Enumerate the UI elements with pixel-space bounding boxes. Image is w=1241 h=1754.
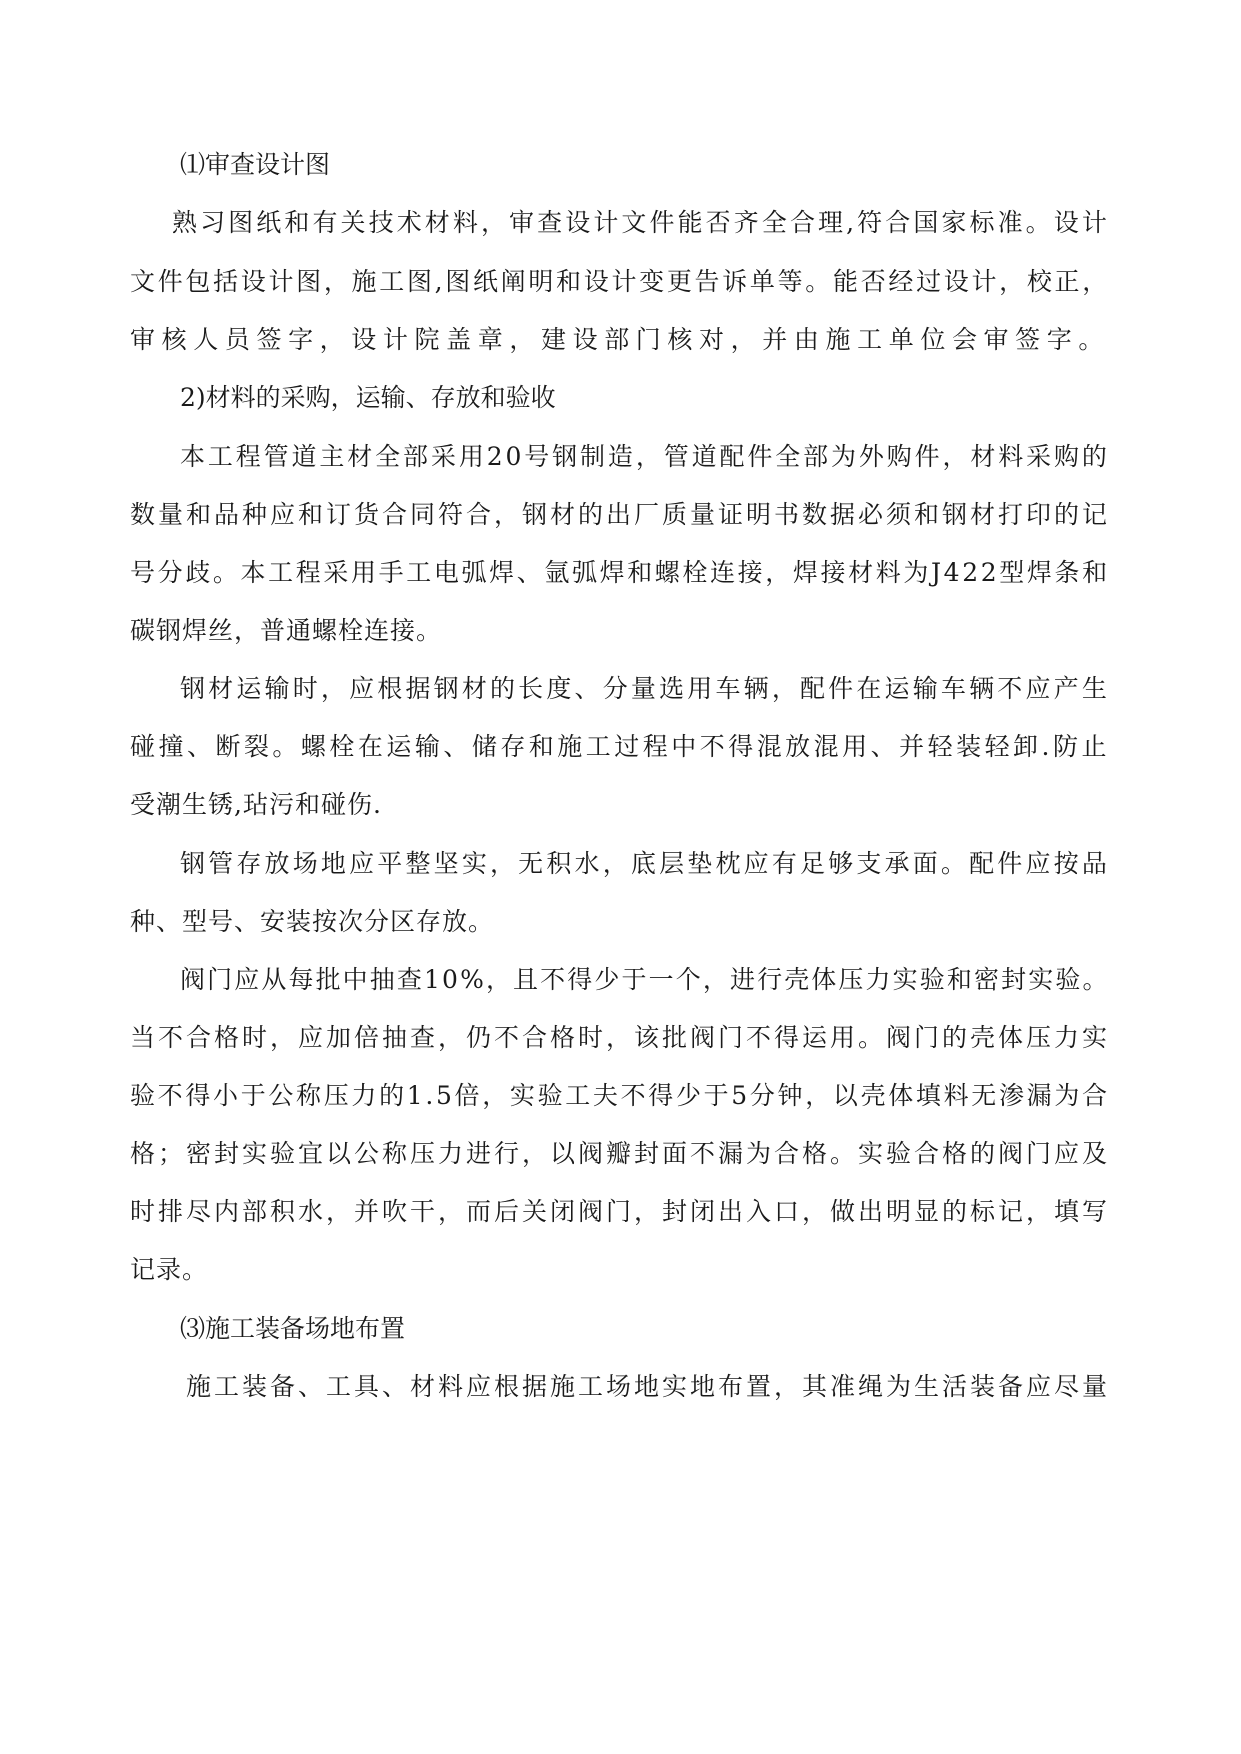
section-2-para-2-line-1: 钢材运输时，应根据钢材的长度、分量选用车辆，配件在运输车辆不应产生 bbox=[180, 674, 1111, 703]
section-2-para-1-line-1: 本工程管道主材全部采用20号钢制造，管道配件全部为外购件，材料采购的 bbox=[180, 442, 1110, 471]
section-2-heading: 2)材料的采购，运输、存放和验收 bbox=[180, 383, 556, 412]
section-2-para-4-line-2: 当不合格时，应加倍抽查，仍不合格时，该批阀门不得运用。阀门的壳体压力实 bbox=[130, 1023, 1111, 1052]
section-3-heading: ⑶施工装备场地布置 bbox=[180, 1314, 406, 1343]
section-1-heading: ⑴审查设计图 bbox=[180, 150, 331, 179]
section-2-para-3-line-2: 种、型号、安装按次分区存放。 bbox=[130, 907, 495, 936]
section-2-para-4-line-4: 格；密封实验宜以公称压力进行，以阀瓣封面不漏为合格。实验合格的阀门应及 bbox=[130, 1139, 1111, 1168]
section-2-para-4-line-5: 时排尽内部积水，并吹干，而后关闭阀门，封闭出入口，做出明显的标记，填写 bbox=[130, 1197, 1111, 1226]
section-1-line-3: 审核人员签字，设计院盖章，建设部门核对，并由施工单位会审签字。 bbox=[130, 325, 1111, 354]
section-2-para-4-line-6: 记录。 bbox=[130, 1255, 209, 1284]
section-2-para-1-line-4: 碳钢焊丝，普通螺栓连接。 bbox=[130, 616, 443, 645]
section-2-para-1-line-3: 号分歧。本工程采用手工电弧焊、氩弧焊和螺栓连接，焊接材料为J422型焊条和 bbox=[130, 558, 1110, 587]
section-2-para-2-line-3: 受潮生锈,玷污和碰伤. bbox=[130, 790, 382, 819]
section-2-para-3-line-1: 钢管存放场地应平整坚实，无积水，底层垫枕应有足够支承面。配件应按品 bbox=[180, 849, 1111, 878]
section-2-para-1-line-2: 数量和品种应和订货合同符合，钢材的出厂质量证明书数据必须和钢材打印的记 bbox=[130, 500, 1111, 529]
section-3-line-1: 施工装备、工具、材料应根据施工场地实地布置，其准绳为生活装备应尽量 bbox=[186, 1372, 1111, 1401]
section-2-para-4-line-3: 验不得小于公称压力的1.5倍，实验工夫不得少于5分钟，以壳体填料无渗漏为合 bbox=[130, 1081, 1110, 1110]
section-1-line-2: 文件包括设计图，施工图,图纸阐明和设计变更告诉单等。能否经过设计，校正， bbox=[130, 267, 1110, 296]
section-2-para-4-line-1: 阀门应从每批中抽查10%，且不得少于一个，进行壳体压力实验和密封实验。 bbox=[180, 965, 1110, 994]
section-1-line-1: 熟习图纸和有关技术材料，审查设计文件能否齐全合理,符合国家标准。设计 bbox=[172, 208, 1110, 237]
section-2-para-2-line-2: 碰撞、断裂。螺栓在运输、储存和施工过程中不得混放混用、并轻装轻卸.防止 bbox=[130, 732, 1110, 761]
